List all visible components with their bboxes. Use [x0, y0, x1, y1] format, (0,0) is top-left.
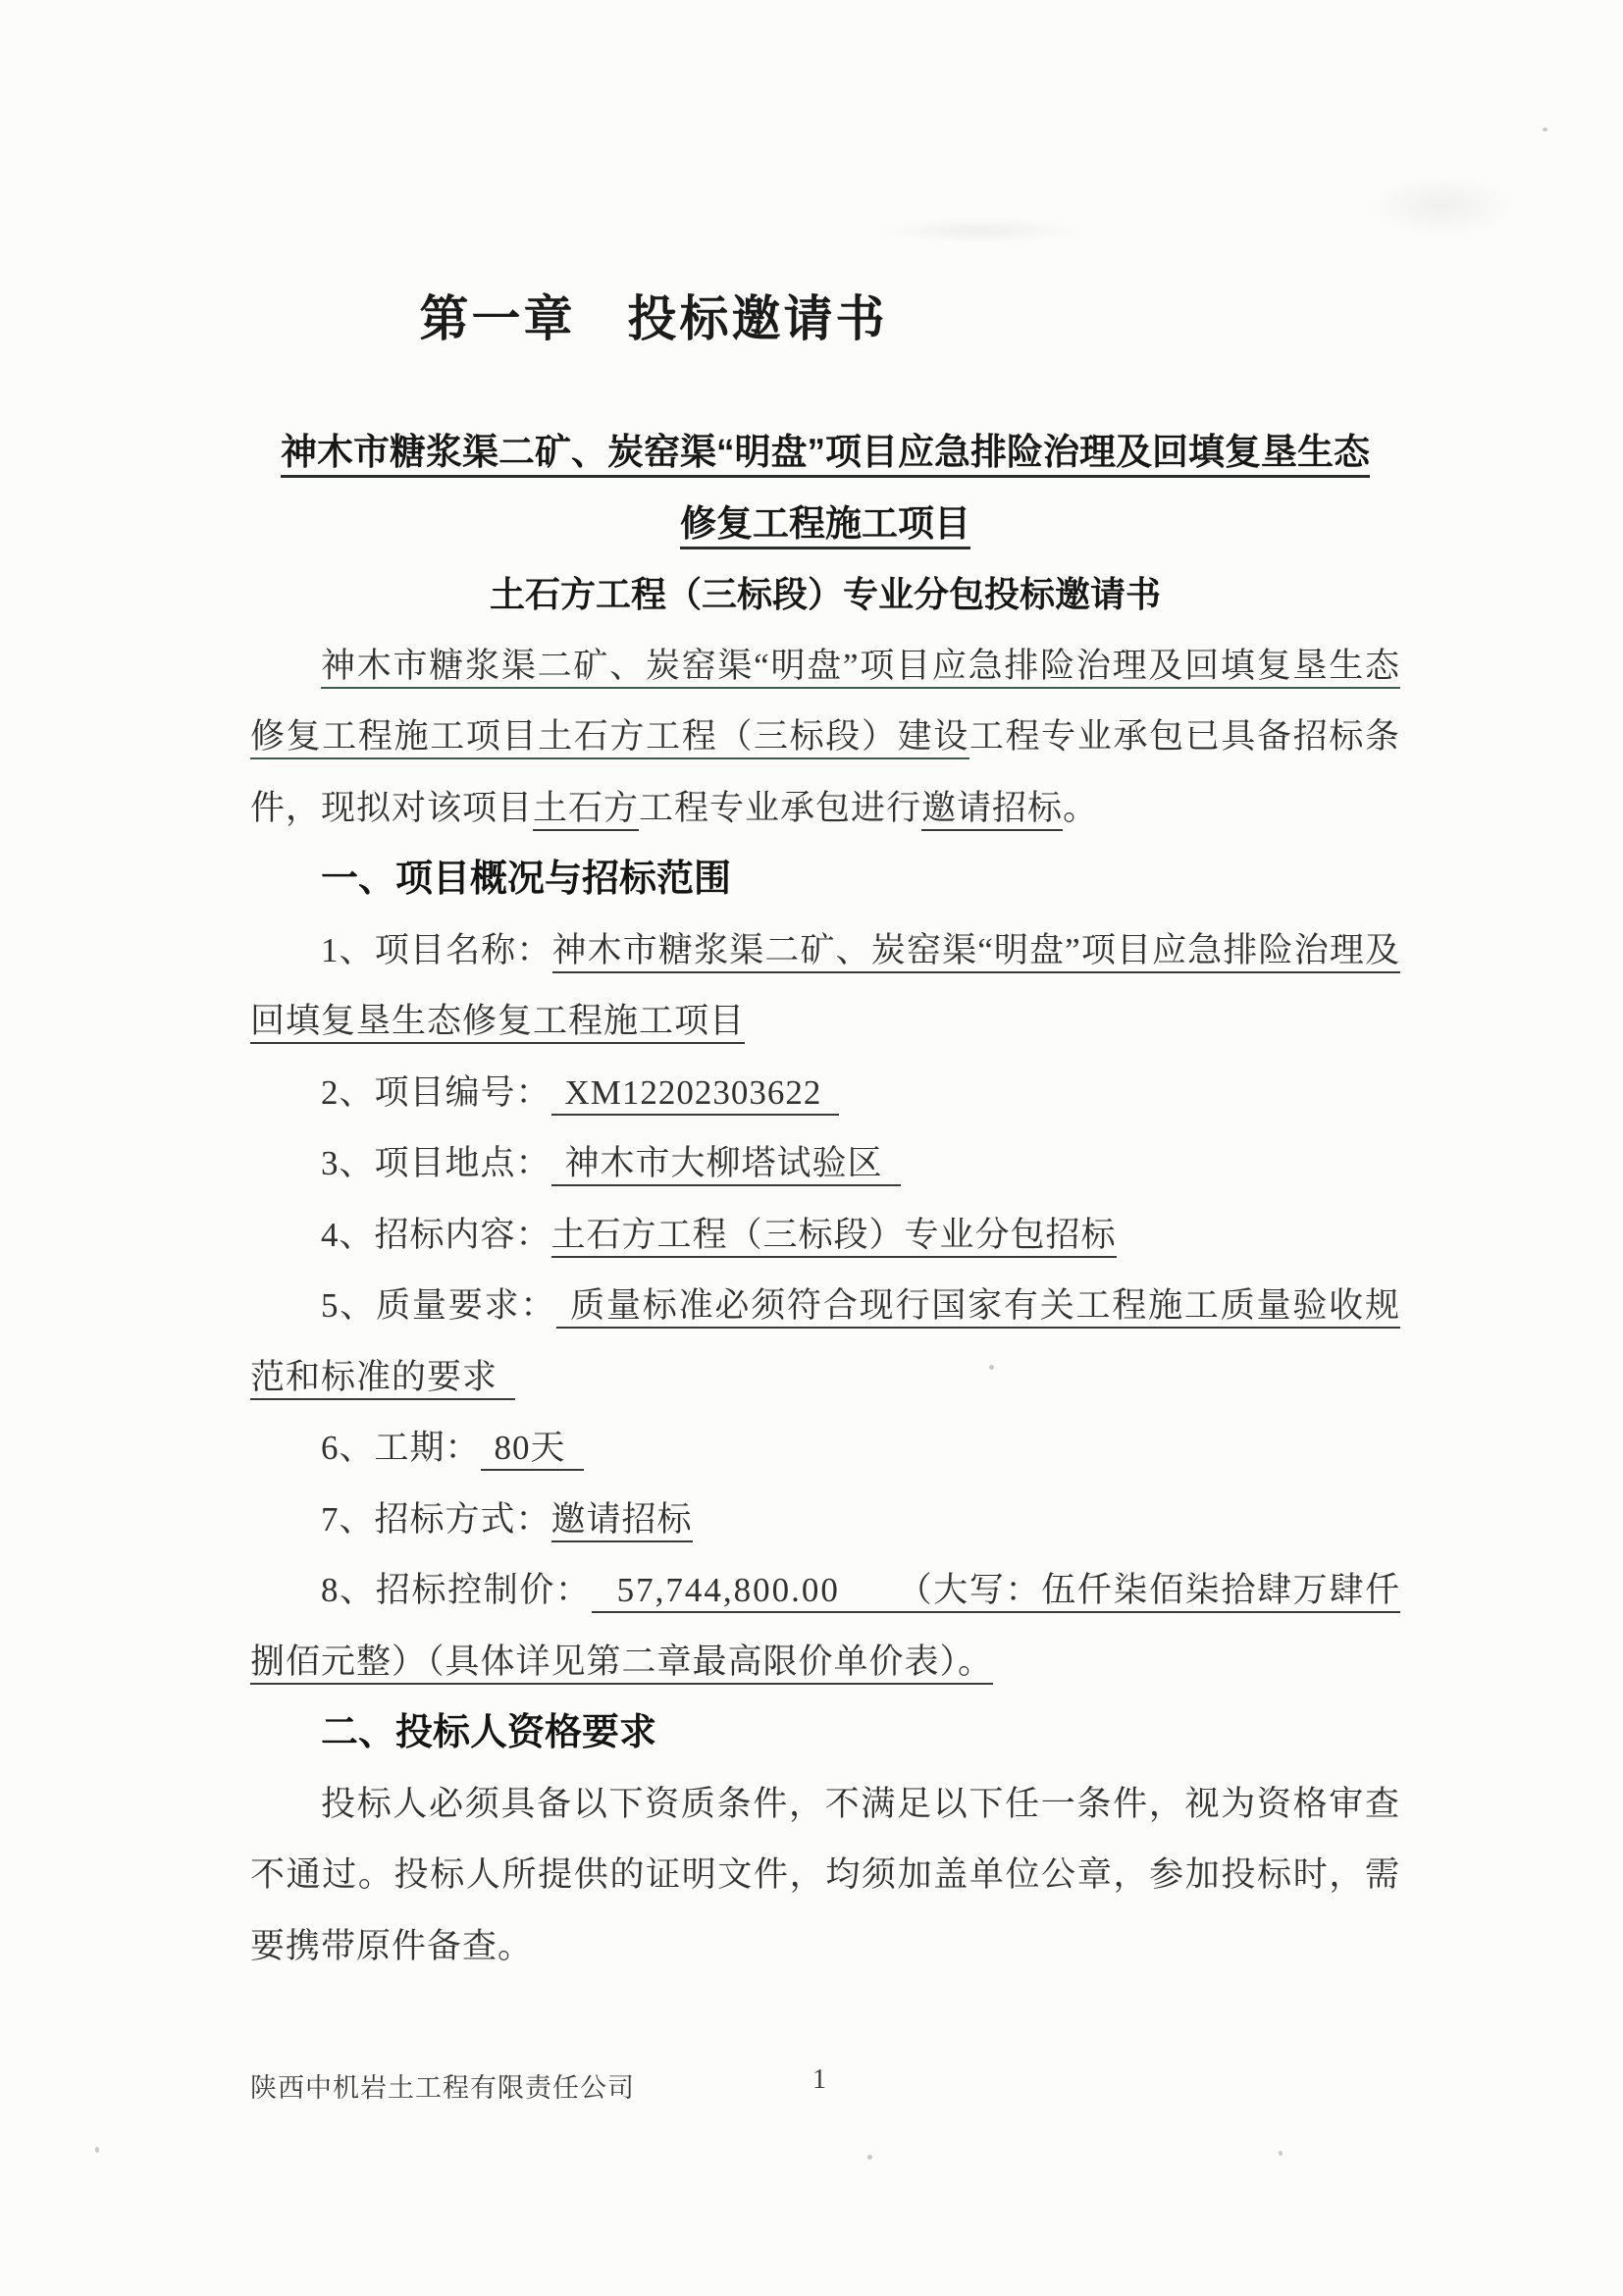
- project-title-line-1: 神木市糖浆渠二矿、炭窑渠“明盘”项目应急排险治理及回填复垦生态: [250, 417, 1400, 489]
- intro-underlined-earthwork: 土石方: [533, 789, 639, 831]
- section-header-qualification: 二、投标人资格要求: [321, 1712, 657, 1753]
- intro-underlined-invited-bidding: 邀请招标: [921, 789, 1063, 831]
- item-value: 神木市糖浆渠二矿、炭窑渠“明盘”项目应急排险治理及回填复垦生态修复工程施工项目: [250, 931, 1400, 1045]
- item-label: 4、招标内容：: [321, 1215, 551, 1254]
- footer-page-number: 1: [812, 2064, 826, 2095]
- chapter-title: 第一章 投标邀请书: [419, 291, 888, 346]
- item-label: 7、招标方式：: [321, 1499, 551, 1539]
- item-control-price: [250, 1555, 1400, 1697]
- footer-company-name: 陕西中机岩土工程有限责任公司: [250, 2073, 635, 2103]
- intro-paragraph: [250, 631, 1400, 845]
- item-value: 土石方工程（三标段）专业分包招标: [551, 1216, 1117, 1258]
- sub-heading: 土石方工程（三标段）专业分包投标邀请书: [489, 574, 1161, 614]
- item-value: 质量标准必须符合现行国家有关工程施工质量验收规范和标准的要求: [250, 1286, 1400, 1400]
- document-content: [250, 0, 1400, 1982]
- item-duration: [250, 1413, 1400, 1485]
- item-project-number: [250, 1058, 1400, 1129]
- section-header-overview: 一、项目概况与招标范围: [321, 859, 732, 900]
- item-label: 6、工期：: [321, 1429, 481, 1467]
- item-label: 3、项目地点：: [321, 1144, 551, 1182]
- item-label: 1、项目名称：: [321, 930, 552, 969]
- control-price-amount: 57,744,800.00: [616, 1571, 840, 1609]
- item-bidding-method: [250, 1485, 1400, 1556]
- item-bidding-content: [250, 1200, 1400, 1272]
- item-label: 2、项目编号：: [321, 1072, 551, 1112]
- qualification-paragraph: 投标人必须具备以下资质条件，不满足以下任一条件，视为资格审查不通过。投标人所提供的证明文件，均须加盖单位公章，参加投标时，需要携带原件备查。: [250, 1784, 1400, 1965]
- intro-plain-2: 工程专业承包进行: [639, 788, 922, 827]
- item-quality-requirement: [250, 1271, 1400, 1413]
- scan-speck: [989, 1365, 994, 1370]
- project-title: [250, 417, 1400, 559]
- project-title-line-2: 修复工程施工项目: [250, 489, 1400, 560]
- scan-speck: [867, 2155, 872, 2160]
- intro-plain-1: 工程专业承包已具备招标条件，现拟对该项目: [250, 717, 1400, 827]
- control-price-words: （大写：伍仟柒佰柒拾肆万肆仟捌佰元整）（具体详见第二章最高限价单价表）。: [250, 1571, 1400, 1681]
- item-label: 5、质量要求：: [321, 1286, 557, 1325]
- scan-speck: [95, 2147, 99, 2153]
- item-value: 神木市大柳塔试验区: [551, 1144, 901, 1186]
- item-label: 8、招标控制价：: [321, 1571, 592, 1609]
- item-project-location: [250, 1128, 1400, 1200]
- item-value: 80天: [481, 1429, 584, 1471]
- item-project-name: [250, 915, 1400, 1058]
- intro-plain-3: 。: [1063, 788, 1099, 827]
- item-value: 邀请招标: [551, 1500, 693, 1542]
- intro-underlined-project: 神木市糖浆渠二矿、炭窑渠“明盘”项目应急排险治理及回填复垦生态修复工程施工项目土石方工程（三标段）建设: [250, 647, 1400, 760]
- scan-speck: [1279, 2151, 1283, 2156]
- scan-speck: [1543, 128, 1547, 131]
- item-value: XM12202303622: [551, 1073, 840, 1116]
